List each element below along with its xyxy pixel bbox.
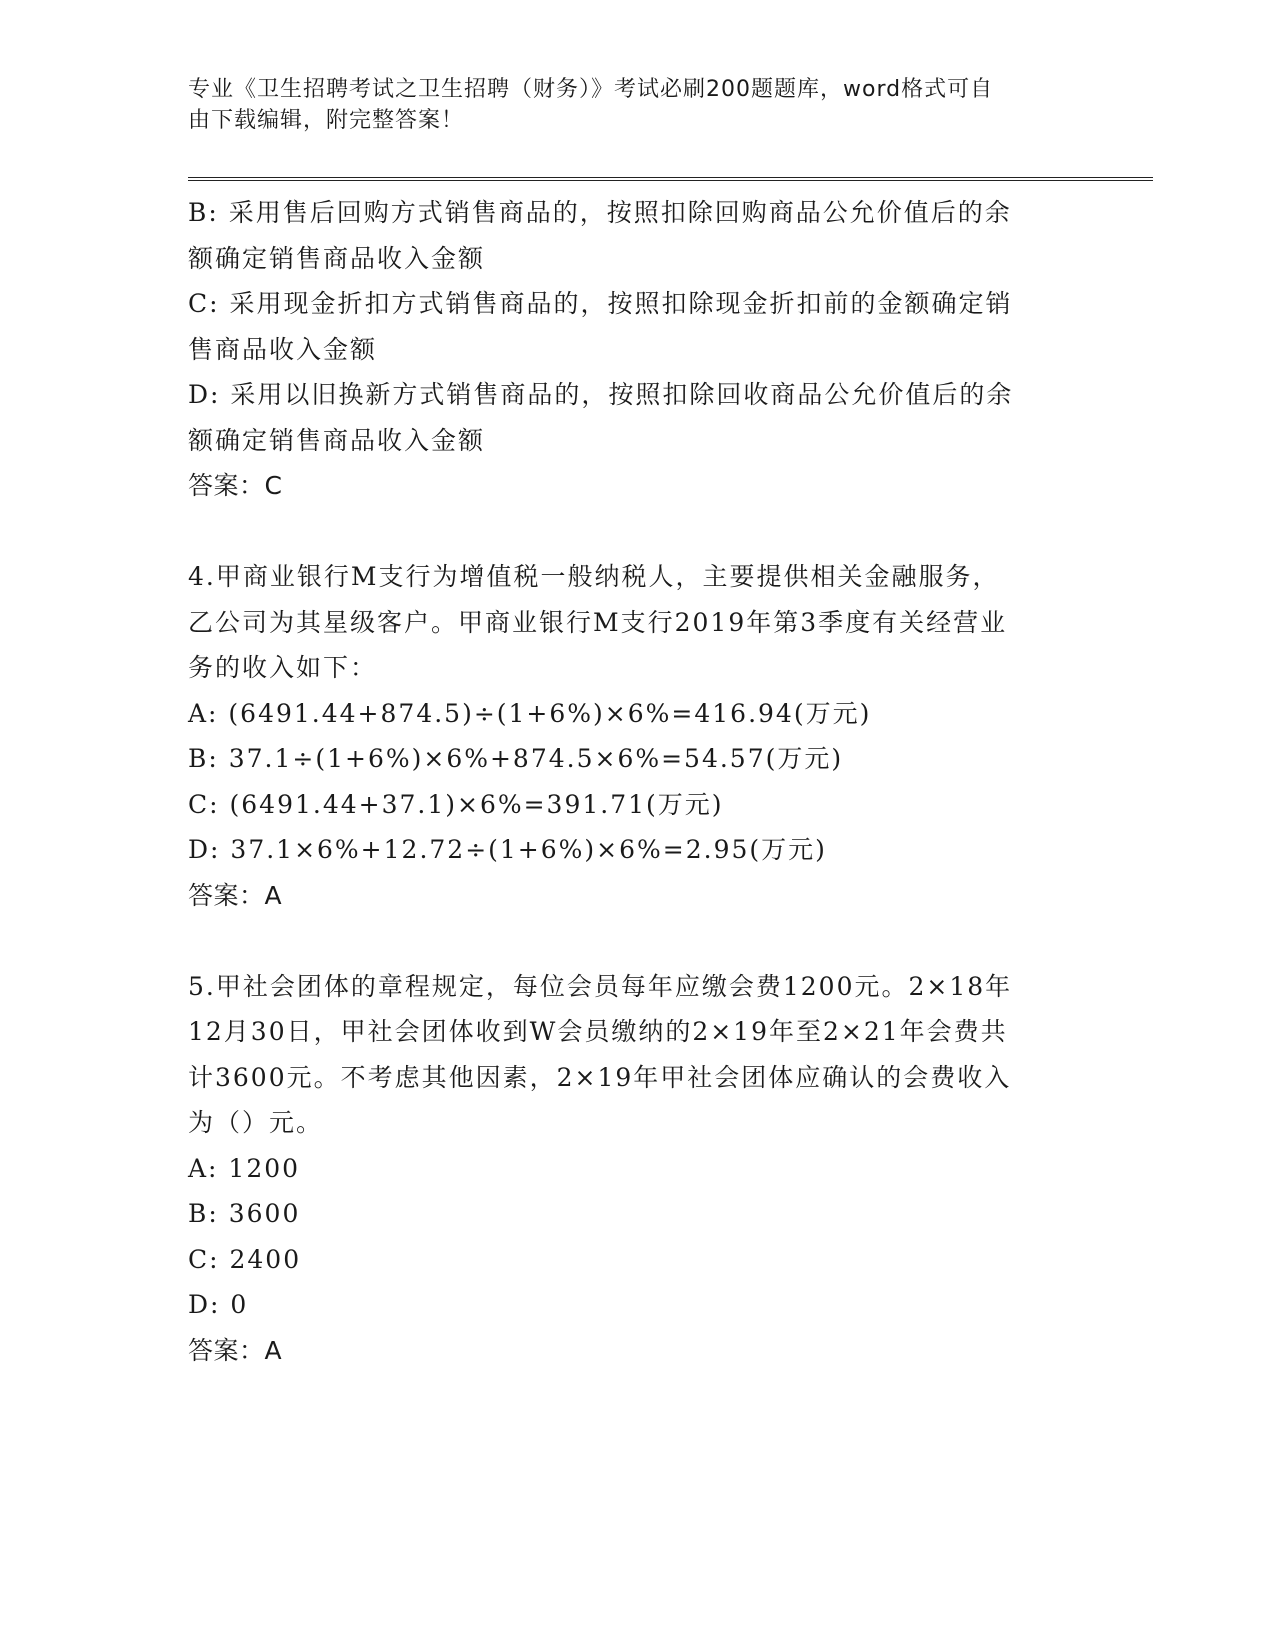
q3-option-b-line-1: B: 采用售后回购方式销售商品的，按照扣除回购商品公允价值后的余 — [188, 198, 1012, 227]
q5-option-c: C: 2400 — [188, 1244, 302, 1274]
q4-stem-line-2: 乙公司为其星级客户。甲商业银行M支行2019年第3季度有关经营业 — [188, 607, 1008, 637]
q5-stem-line-4: 为（）元。 — [188, 1108, 324, 1137]
q5-option-b: B: 3600 — [188, 1199, 301, 1228]
document-header — [188, 74, 1068, 136]
q3-option-c-line-2: 售商品收入金额 — [188, 334, 378, 364]
q4-stem-line-1: 4.甲商业银行M支行为增值税一般纳税人，主要提供相关金融服务， — [188, 562, 1000, 591]
q4-answer: 答案：A — [188, 880, 283, 910]
q4-stem-line-3: 务的收入如下： — [188, 653, 378, 682]
q3-option-d-line-1: D: 采用以旧换新方式销售商品的，按照扣除回收商品公允价值后的余 — [188, 380, 1014, 409]
q3-option-d-line-2: 额确定销售商品收入金额 — [188, 425, 486, 455]
question-content — [188, 190, 1088, 1373]
q4-option-d: D: 37.1×6%+12.72÷(1+6%)×6%=2.95(万元) — [188, 835, 827, 864]
q5-option-d: D: 0 — [188, 1290, 249, 1319]
q4-option-c: C: (6491.44+37.1)×6%=391.71(万元) — [188, 789, 724, 819]
question-5 — [188, 964, 1088, 1374]
q3-option-b-line-2: 额确定销售商品收入金额 — [188, 243, 486, 273]
q5-option-a: A: 1200 — [188, 1153, 301, 1183]
q5-stem-line-2: 12月30日，甲社会团体收到W会员缴纳的2×19年至2×21年会费共 — [188, 1017, 1008, 1046]
q5-stem-line-3: 计3600元。不考虑其他因素，2×19年甲社会团体应确认的会费收入 — [188, 1062, 1012, 1092]
question-3-tail — [188, 190, 1088, 509]
q5-answer: 答案：A — [188, 1335, 283, 1365]
q5-stem-line-1: 5.甲社会团体的章程规定，每位会员每年应缴会费1200元。2×18年 — [188, 971, 1013, 1001]
header-line-2: 由下载编辑，附完整答案！ — [188, 108, 465, 133]
q3-option-c-line-1: C: 采用现金折扣方式销售商品的，按照扣除现金折扣前的金额确定销 — [188, 289, 1013, 318]
spacer — [188, 509, 1088, 555]
q4-option-b: B: 37.1÷(1+6%)×6%+874.5×6%=54.57(万元) — [188, 744, 844, 773]
header-divider — [188, 177, 1153, 181]
q3-answer: 答案：C — [188, 471, 283, 500]
spacer — [188, 918, 1088, 964]
q4-option-a: A: (6491.44+874.5)÷(1+6%)×6%=416.94(万元) — [188, 698, 872, 728]
question-4 — [188, 554, 1088, 918]
header-line-1: 专业《卫生招聘考试之卫生招聘（财务）》考试必刷200题题库，word格式可自 — [188, 77, 994, 102]
